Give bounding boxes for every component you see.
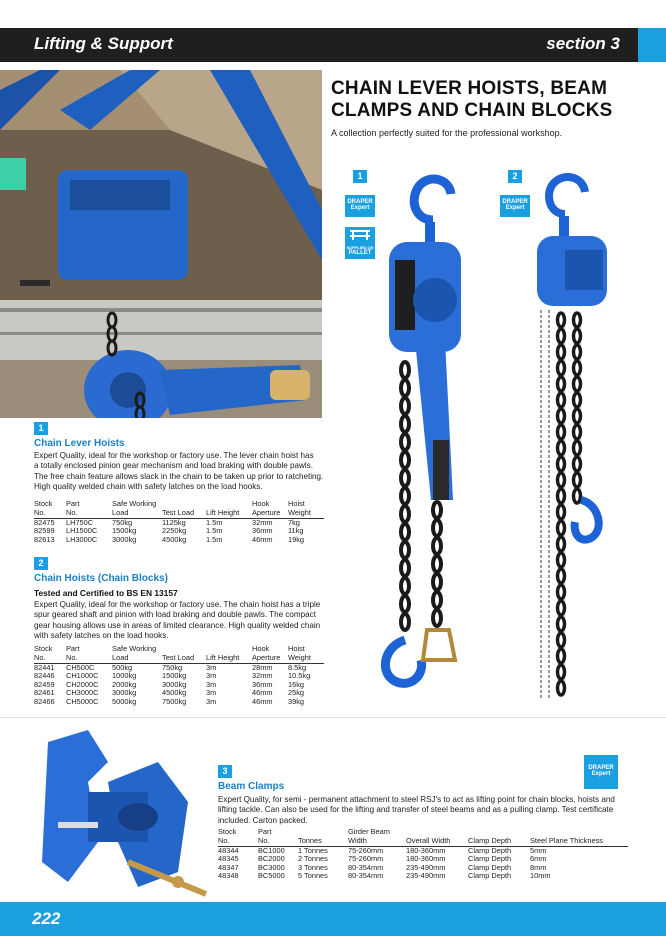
green-tab-marker bbox=[0, 158, 26, 190]
table-row: 82459 CH2000C 2000kg 3000kg 3m 36mm 16kg bbox=[34, 679, 305, 689]
table-header-row: Stock No. Part No. Safe Working Load Test Load Lift Height Hook Aperture Hoist Weight bbox=[34, 645, 324, 664]
section-2-title: Chain Hoists (Chain Blocks) bbox=[34, 573, 168, 584]
table-row: 82461 CH3000C 3000kg 4500kg 3m 46mm 25kg bbox=[34, 688, 305, 698]
footer-bar bbox=[0, 902, 666, 936]
section-name: Lifting & Support bbox=[34, 34, 173, 53]
section-3-description: Expert Quality, for semi - permanent attachment to steel RSJ's to act as lifting point for chain blocks, hoists and lifting tackle. Can also be used for the lifting and transfer of steel beams and as a pulling clamp. Test certificate included. Carton packed. bbox=[218, 795, 615, 825]
table-row: 48348 BC5000 5 Tonnes 80-354mm 235-490mm Clamp Depth 10mm bbox=[218, 871, 551, 881]
header-bar bbox=[0, 28, 666, 62]
table-row: 48347 BC3000 3 Tonnes 80-354mm 235-490mm Clamp Depth 8mm bbox=[218, 862, 547, 872]
table-header-row: Stock No. Part No. Tonnes Girder Beam Width Overall Width Clamp Depth Steel Plane Thickness bbox=[218, 828, 628, 847]
beam-clamp-image bbox=[28, 722, 208, 897]
table-row: 82441 CH500C 500kg 750kg 3m 28mm 8.5kg bbox=[34, 663, 307, 672]
page-title: CHAIN LEVER HOISTS, BEAM CLAMPS AND CHAIN BLOCKS bbox=[331, 78, 613, 121]
table-row: 48345 BC2000 2 Tonnes 75-260mm 180-360mm Clamp Depth 6mm bbox=[218, 854, 547, 864]
section-3-title: Beam Clamps bbox=[218, 781, 285, 792]
table-header-row: Stock No. Part No. Safe Working Load Test Load Lift Height Hook Aperture Hoist Weight bbox=[34, 500, 324, 519]
draper-expert-logo: DRAPER Expert bbox=[584, 755, 618, 789]
product-2-badge: 2 bbox=[508, 170, 522, 183]
section-2-certification: Tested and Certified to BS EN 13157 bbox=[34, 588, 178, 598]
chain-block-image bbox=[525, 170, 615, 710]
lever-hoist-image bbox=[375, 170, 475, 710]
product-1-badge: 1 bbox=[353, 170, 367, 183]
page-number: 222 bbox=[32, 909, 61, 928]
draper-expert-logo: DRAPER Expert bbox=[345, 195, 375, 217]
section-1-description: Expert Quality, ideal for the workshop or factory use. The lever chain hoist has a totally enclosed pinion gear mechanism and load braking with double pawls. The free chain feature allows slack in the chain to be taken up prior to ratcheting. High quality welded chain with safety latches on the load hooks. bbox=[34, 451, 324, 491]
hoist-in-use-photo bbox=[0, 70, 322, 418]
table-row: 82475 LH750C 750kg 1125kg 1.5m 32mm 7kg bbox=[34, 518, 300, 527]
pallet-icon bbox=[345, 227, 375, 243]
section-3-spec-table bbox=[218, 828, 628, 881]
section-1-badge: 1 bbox=[34, 422, 48, 435]
section-2-badge: 2 bbox=[34, 557, 48, 570]
table-row: 82599 LH1500C 1500kg 2250kg 1.5m 36mm 11kg bbox=[34, 526, 304, 536]
section-number: section 3 bbox=[546, 34, 620, 53]
table-row: 82613 LH3000C 3000kg 4500kg 1.5m 46mm 19kg bbox=[34, 534, 305, 544]
section-1-spec-table bbox=[34, 500, 324, 544]
section-1-title: Chain Lever Hoists bbox=[34, 438, 125, 449]
page-subtitle: A collection perfectly suited for the professional workshop. bbox=[331, 128, 563, 138]
pallet-logo: SUPPLIED ON PALLET bbox=[345, 227, 375, 259]
section-2-spec-table bbox=[34, 645, 324, 706]
section-divider bbox=[0, 717, 666, 718]
section-2-description: Expert Quality, ideal for the workshop or factory use. The chain hoist has a triple spur geared shaft and pinion with load braking and double pawls. The compact gear housing allows use in areas of limited clearance. High quality welded chain with safety latches on the load hooks. bbox=[34, 600, 321, 640]
table-row: 82466 CH5000C 5000kg 7500kg 3m 46mm 39kg bbox=[34, 696, 305, 706]
draper-expert-logo: DRAPER Expert bbox=[500, 195, 530, 217]
header-accent bbox=[638, 28, 666, 62]
section-3-badge: 3 bbox=[218, 765, 232, 778]
table-row: 48344 BC1000 1 Tonnes 75-260mm 180-360mm Clamp Depth 5mm bbox=[218, 846, 547, 855]
table-row: 82446 CH1000C 1000kg 1500kg 3m 32mm 10.5kg bbox=[34, 671, 311, 681]
